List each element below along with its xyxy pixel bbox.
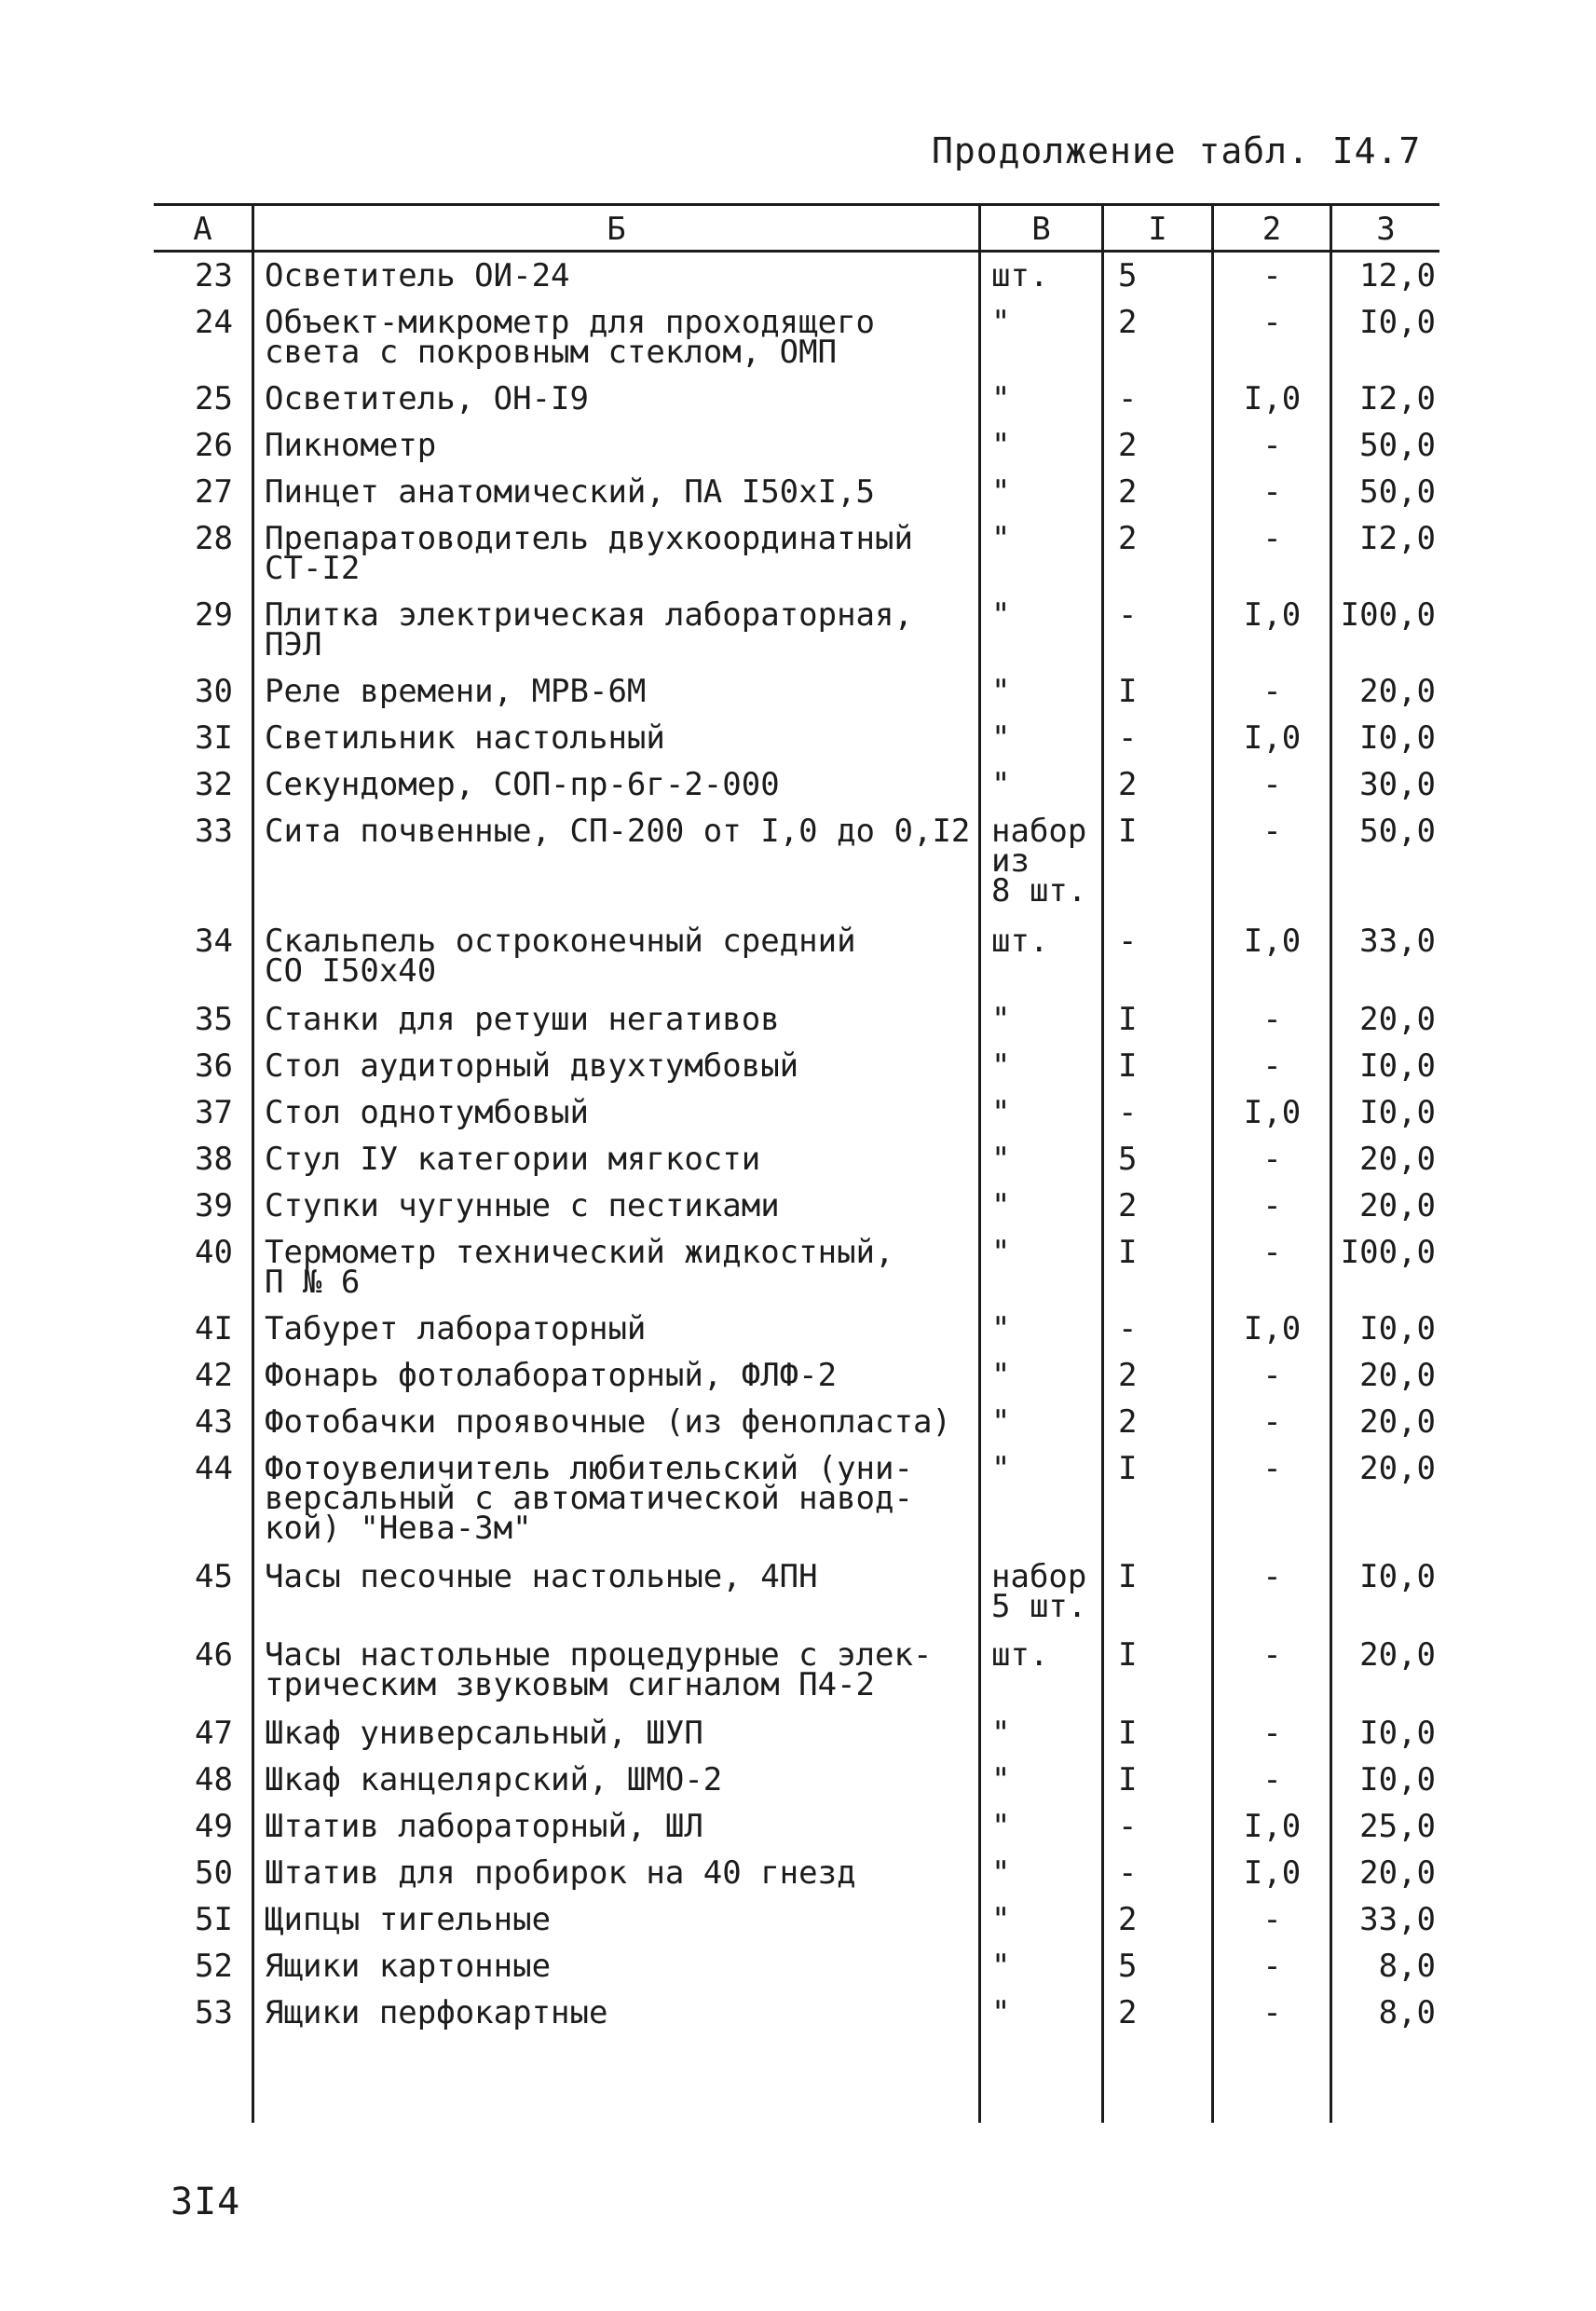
row-number: 4I — [195, 1310, 233, 1347]
column-2-value: I,0 — [1243, 380, 1302, 417]
row-number: 29 — [195, 596, 233, 634]
unit: " — [991, 380, 1011, 417]
unit: " — [991, 1047, 1011, 1085]
unit: " — [991, 427, 1011, 464]
column-1-value: 2 — [1118, 473, 1138, 511]
table-row — [154, 1361, 1439, 1407]
row-number: 43 — [195, 1403, 233, 1441]
column-3-value: 20,0 — [1359, 1001, 1436, 1038]
column-1-value: - — [1118, 1310, 1138, 1347]
column-3-value: 20,0 — [1359, 1141, 1436, 1178]
item-name: Термометр технический жидкостный, П № 6 — [265, 1234, 894, 1301]
column-3-value: 25,0 — [1359, 1808, 1436, 1845]
row-number: 48 — [195, 1761, 233, 1798]
column-3-value: I0,0 — [1359, 304, 1436, 341]
column-3-value: 20,0 — [1359, 1854, 1436, 1892]
unit: " — [991, 1854, 1011, 1892]
table-row — [154, 524, 1439, 600]
column-3-value: I0,0 — [1359, 1310, 1436, 1347]
column-1-value: 2 — [1118, 1357, 1138, 1394]
column-3-value: I0,0 — [1359, 1761, 1436, 1798]
unit: " — [991, 1808, 1011, 1845]
table-row — [154, 723, 1439, 770]
table-body — [154, 257, 1439, 2044]
column-1-value: - — [1118, 380, 1138, 417]
column-1-value: I — [1118, 673, 1138, 710]
unit: " — [991, 1994, 1011, 2031]
item-name: Светильник настольный — [265, 719, 665, 757]
column-2-value: - — [1262, 304, 1282, 341]
column-1-value: - — [1118, 1854, 1138, 1892]
table-header-rule — [154, 250, 1439, 253]
row-number: 27 — [195, 473, 233, 511]
column-3-value: I2,0 — [1359, 520, 1436, 557]
column-2-value: - — [1262, 427, 1282, 464]
column-1-value: - — [1118, 1094, 1138, 1131]
column-1-value: I — [1118, 1001, 1138, 1038]
column-2-value: I,0 — [1243, 923, 1302, 960]
column-3-value: 20,0 — [1359, 1636, 1436, 1674]
item-name: Ящики картонные — [265, 1948, 552, 1985]
item-name: Часы песочные настольные, 4ПН — [265, 1558, 818, 1595]
page-number: 3I4 — [171, 2181, 241, 2223]
header-b: Б — [607, 211, 626, 248]
column-2-value: - — [1262, 473, 1282, 511]
item-name: Пикнометр — [265, 427, 437, 464]
item-name: Стул IУ категории мягкости — [265, 1141, 761, 1178]
column-3-value: 50,0 — [1359, 427, 1436, 464]
row-number: 3I — [195, 719, 233, 757]
column-3-value: 20,0 — [1359, 1403, 1436, 1441]
column-1-value: I — [1118, 1047, 1138, 1085]
column-2-value: - — [1262, 1357, 1282, 1394]
unit: " — [991, 473, 1011, 511]
table-row — [154, 1098, 1439, 1144]
column-2-value: I,0 — [1243, 596, 1302, 634]
unit: " — [991, 1357, 1011, 1394]
column-1-value: 5 — [1118, 1948, 1138, 1985]
unit: " — [991, 1141, 1011, 1178]
row-number: 37 — [195, 1094, 233, 1131]
table-row — [154, 770, 1439, 816]
column-2-value: - — [1262, 1234, 1282, 1271]
table-row — [154, 431, 1439, 477]
unit: " — [991, 1715, 1011, 1752]
item-name: Штатив для пробирок на 40 гнезд — [265, 1854, 856, 1892]
column-2-value: - — [1262, 1558, 1282, 1595]
header-2: 2 — [1262, 211, 1282, 248]
column-2-value: - — [1262, 1715, 1282, 1752]
table-row — [154, 926, 1439, 1005]
header-v: В — [1031, 211, 1051, 248]
column-1-value: - — [1118, 923, 1138, 960]
unit: " — [991, 1094, 1011, 1131]
column-3-value: 8,0 — [1378, 1948, 1436, 1985]
column-2-value: - — [1262, 1994, 1282, 2031]
table-row — [154, 677, 1439, 723]
row-number: 36 — [195, 1047, 233, 1085]
column-1-value: 5 — [1118, 1141, 1138, 1178]
column-1-value: 2 — [1118, 1187, 1138, 1224]
column-2-value: - — [1262, 766, 1282, 803]
row-number: 46 — [195, 1636, 233, 1674]
table-row — [154, 1858, 1439, 1905]
header-a: А — [193, 211, 212, 248]
column-3-value: I0,0 — [1359, 1094, 1436, 1131]
row-number: 47 — [195, 1715, 233, 1752]
column-3-value: 50,0 — [1359, 473, 1436, 511]
unit: " — [991, 1450, 1011, 1487]
column-3-value: I0,0 — [1359, 1047, 1436, 1085]
row-number: 50 — [195, 1854, 233, 1892]
table-row — [154, 1951, 1439, 1998]
table-row — [154, 1812, 1439, 1858]
table-row — [154, 1191, 1439, 1238]
item-name: Часы настольные процедурные с элек- трическим звуковым сигналом П4-2 — [265, 1636, 933, 1703]
column-2-value: - — [1262, 1403, 1282, 1441]
column-2-value: - — [1262, 1047, 1282, 1085]
column-1-value: 5 — [1118, 257, 1138, 294]
column-3-value: 30,0 — [1359, 766, 1436, 803]
header-3: 3 — [1376, 211, 1396, 248]
row-number: 25 — [195, 380, 233, 417]
table-row — [154, 1407, 1439, 1454]
unit: " — [991, 1761, 1011, 1798]
column-1-value: - — [1118, 1808, 1138, 1845]
column-3-value: 20,0 — [1359, 673, 1436, 710]
table-row — [154, 1998, 1439, 2044]
table-row — [154, 261, 1439, 308]
unit: набор из 8 шт. — [991, 813, 1087, 909]
item-name: Препаратоводитель двухкоординатный СТ-I2 — [265, 520, 913, 587]
unit: шт. — [991, 923, 1049, 960]
row-number: 49 — [195, 1808, 233, 1845]
table-row — [154, 1144, 1439, 1191]
unit: " — [991, 719, 1011, 757]
unit: " — [991, 1901, 1011, 1938]
table-row — [154, 1718, 1439, 1765]
row-number: 53 — [195, 1994, 233, 2031]
column-1-value: I — [1118, 1636, 1138, 1674]
item-name: Фотобачки проявочные (из фенопласта) — [265, 1403, 951, 1441]
column-3-value: I00,0 — [1340, 1234, 1436, 1271]
column-2-value: - — [1262, 673, 1282, 710]
column-3-value: 20,0 — [1359, 1450, 1436, 1487]
column-3-value: I0,0 — [1359, 1715, 1436, 1752]
item-name: Реле времени, МРВ-6М — [265, 673, 647, 710]
column-2-value: I,0 — [1243, 1310, 1302, 1347]
unit: шт. — [991, 257, 1049, 294]
column-3-value: I2,0 — [1359, 380, 1436, 417]
item-name: Шкаф универсальный, ШУП — [265, 1715, 703, 1752]
column-1-value: I — [1118, 1761, 1138, 1798]
table-row — [154, 1238, 1439, 1314]
row-number: 39 — [195, 1187, 233, 1224]
table-top-rule — [154, 203, 1439, 206]
item-name: Плитка электрическая лабораторная, ПЭЛ — [265, 596, 913, 663]
column-2-value: I,0 — [1243, 1854, 1302, 1892]
row-number: 52 — [195, 1948, 233, 1985]
column-2-value: - — [1262, 813, 1282, 850]
item-name: Осветитель ОИ-24 — [265, 257, 570, 294]
column-1-value: 2 — [1118, 1994, 1138, 2031]
item-name: Пинцет анатомический, ПА I50xI,5 — [265, 473, 876, 511]
row-number: 35 — [195, 1001, 233, 1038]
column-2-value: - — [1262, 1761, 1282, 1798]
column-2-value: I,0 — [1243, 1808, 1302, 1845]
row-number: 26 — [195, 427, 233, 464]
row-number: 32 — [195, 766, 233, 803]
row-number: 28 — [195, 520, 233, 557]
column-2-value: - — [1262, 1001, 1282, 1038]
column-1-value: I — [1118, 1234, 1138, 1271]
unit: " — [991, 1234, 1011, 1271]
item-name: Шкаф канцелярский, ШМО-2 — [265, 1761, 723, 1798]
column-1-value: I — [1118, 1715, 1138, 1752]
unit: шт. — [991, 1636, 1049, 1674]
unit: " — [991, 1187, 1011, 1224]
column-2-value: - — [1262, 520, 1282, 557]
column-1-value: I — [1118, 1450, 1138, 1487]
column-3-value: 20,0 — [1359, 1187, 1436, 1224]
column-3-value: 33,0 — [1359, 923, 1436, 960]
column-1-value: 2 — [1118, 427, 1138, 464]
column-3-value: 50,0 — [1359, 813, 1436, 850]
column-1-value: 2 — [1118, 1901, 1138, 1938]
column-3-value: 33,0 — [1359, 1901, 1436, 1938]
item-name: Осветитель, ОН-I9 — [265, 380, 589, 417]
row-number: 5I — [195, 1901, 233, 1938]
row-number: 30 — [195, 673, 233, 710]
table-row — [154, 1454, 1439, 1562]
item-name: Сита почвенные, СП-200 от I,0 до 0,I2 — [265, 813, 971, 850]
column-2-value: - — [1262, 1141, 1282, 1178]
unit: " — [991, 1403, 1011, 1441]
column-2-value: - — [1262, 1187, 1282, 1224]
item-name: Стол аудиторный двухтумбовый — [265, 1047, 799, 1085]
column-2-value: - — [1262, 1948, 1282, 1985]
unit: " — [991, 596, 1011, 634]
data-table — [154, 203, 1439, 2123]
item-name: Объект-микрометр для проходящего света с покровным стеклом, ОМП — [265, 304, 876, 371]
unit: " — [991, 1948, 1011, 1985]
unit: " — [991, 673, 1011, 710]
column-2-value: - — [1262, 1636, 1282, 1674]
unit: " — [991, 304, 1011, 341]
column-2-value: - — [1262, 1450, 1282, 1487]
item-name: Щипцы тигельные — [265, 1901, 552, 1938]
table-row — [154, 1640, 1439, 1718]
header-1: I — [1148, 211, 1167, 248]
row-number: 24 — [195, 304, 233, 341]
table-row — [154, 600, 1439, 677]
column-1-value: - — [1118, 596, 1138, 634]
row-number: 23 — [195, 257, 233, 294]
table-row — [154, 1051, 1439, 1098]
table-row — [154, 384, 1439, 431]
column-3-value: I0,0 — [1359, 1558, 1436, 1595]
column-2-value: I,0 — [1243, 1094, 1302, 1131]
table-row — [154, 308, 1439, 384]
table-row — [154, 816, 1439, 926]
column-1-value: I — [1118, 813, 1138, 850]
item-name: Фотоувеличитель любительский (уни- версальный с автоматической навод- кой) "Нева-3м" — [265, 1450, 913, 1547]
unit: " — [991, 766, 1011, 803]
column-1-value: 2 — [1118, 766, 1138, 803]
table-row — [154, 1005, 1439, 1051]
column-2-value: - — [1262, 1901, 1282, 1938]
item-name: Ящики перфокартные — [265, 1994, 608, 2031]
unit: " — [991, 520, 1011, 557]
row-number: 40 — [195, 1234, 233, 1271]
column-3-value: 8,0 — [1378, 1994, 1436, 2031]
row-number: 38 — [195, 1141, 233, 1178]
unit: набор 5 шт. — [991, 1558, 1087, 1625]
item-name: Табурет лабораторный — [265, 1310, 647, 1347]
column-1-value: 2 — [1118, 304, 1138, 341]
table-row — [154, 1314, 1439, 1361]
column-3-value: 12,0 — [1359, 257, 1436, 294]
column-1-value: I — [1118, 1558, 1138, 1595]
table-row — [154, 1765, 1439, 1812]
column-3-value: I0,0 — [1359, 719, 1436, 757]
table-caption: Продолжение табл. I4.7 — [932, 130, 1422, 171]
row-number: 33 — [195, 813, 233, 850]
column-1-value: 2 — [1118, 1403, 1138, 1441]
table-row — [154, 1562, 1439, 1640]
row-number: 34 — [195, 923, 233, 960]
item-name: Стол однотумбовый — [265, 1094, 589, 1131]
item-name: Скальпель остроконечный средний СО I50x40 — [265, 923, 856, 990]
unit: " — [991, 1001, 1011, 1038]
item-name: Станки для ретуши негативов — [265, 1001, 780, 1038]
item-name: Штатив лабораторный, ШЛ — [265, 1808, 703, 1845]
table-row — [154, 477, 1439, 524]
row-number: 42 — [195, 1357, 233, 1394]
column-1-value: 2 — [1118, 520, 1138, 557]
table-row — [154, 1905, 1439, 1951]
item-name: Секундомер, СОП-пр-6г-2-000 — [265, 766, 780, 803]
item-name: Фонарь фотолабораторный, ФЛФ-2 — [265, 1357, 838, 1394]
column-2-value: - — [1262, 257, 1282, 294]
column-3-value: I00,0 — [1340, 596, 1436, 634]
column-3-value: 20,0 — [1359, 1357, 1436, 1394]
row-number: 45 — [195, 1558, 233, 1595]
unit: " — [991, 1310, 1011, 1347]
column-1-value: - — [1118, 719, 1138, 757]
row-number: 44 — [195, 1450, 233, 1487]
column-2-value: I,0 — [1243, 719, 1302, 757]
item-name: Ступки чугунные с пестиками — [265, 1187, 780, 1224]
